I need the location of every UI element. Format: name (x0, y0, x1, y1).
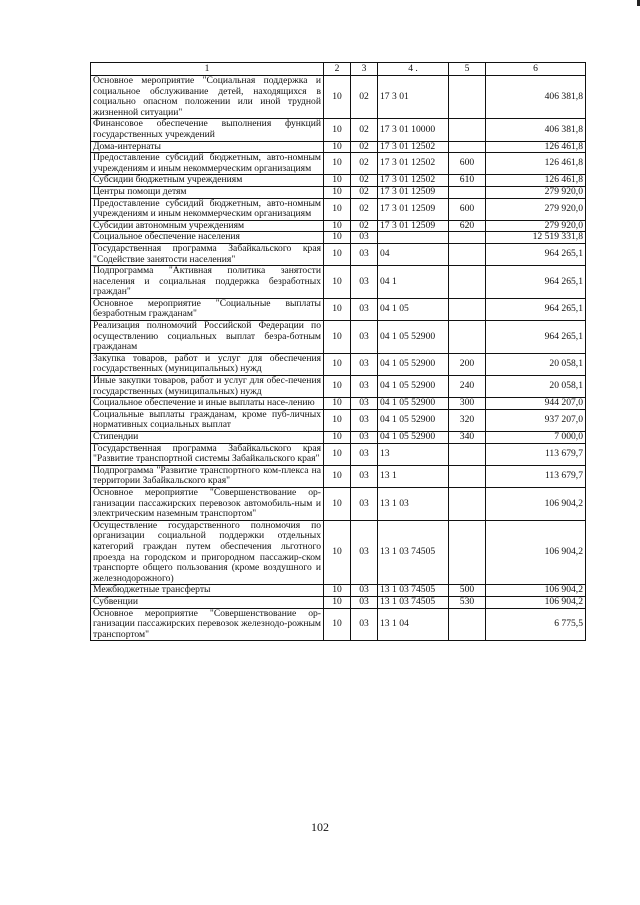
row-amount-cell: 126 461,8 (486, 175, 586, 187)
row-name-cell: Основное мероприятие "Социальная поддержка и социальное обслуживание детей, находящихся в социально опасном положении или иной трудной жизненной ситуации" (91, 76, 324, 119)
row-target-code-cell: 13 1 04 (378, 608, 449, 641)
row-amount-cell: 106 904,2 (486, 487, 586, 520)
row-amount-cell: 20 058,1 (486, 376, 586, 398)
row-target-code-cell: 13 (378, 443, 449, 465)
row-subsection-cell: 03 (351, 376, 378, 398)
row-expense-type-cell (449, 443, 486, 465)
row-expense-type-cell (449, 76, 486, 119)
row-subsection-cell: 03 (351, 243, 378, 265)
table-row (91, 443, 586, 465)
row-amount-cell: 964 265,1 (486, 266, 586, 299)
row-name-cell: Основное мероприятие "Совершенствование ор-ганизации пассажирских перевозок автомобиль-ным и электрическим наземным транспортом" (91, 487, 324, 520)
row-section-cell: 10 (324, 141, 351, 153)
row-amount-cell: 964 265,1 (486, 298, 586, 320)
row-target-code-cell: 13 1 03 74505 (378, 596, 449, 608)
row-section-cell: 10 (324, 76, 351, 119)
row-target-code-cell: 17 3 01 12502 (378, 175, 449, 187)
row-amount-cell: 113 679,7 (486, 443, 586, 465)
row-name-cell: Осуществление государственного полномочия по организации социальной поддержки отдельных категорий граждан путем обеспечения льготного проезда на городском и пригородном пассажир-ском транспорте общего пользования (кроме воздушного и железнодорожного) (91, 520, 324, 585)
row-target-code-cell: 17 3 01 12509 (378, 198, 449, 220)
row-subsection-cell: 03 (351, 608, 378, 641)
row-name-cell: Субсидии автономным учреждениям (91, 220, 324, 232)
row-name-cell: Финансовое обеспечение выполнения функций государственных учреждений (91, 119, 324, 141)
row-section-cell: 10 (324, 220, 351, 232)
row-name-cell: Стипендии (91, 432, 324, 444)
row-section-cell: 10 (324, 376, 351, 398)
row-section-cell: 10 (324, 398, 351, 410)
row-expense-type-cell (449, 186, 486, 198)
row-subsection-cell: 03 (351, 487, 378, 520)
row-expense-type-cell: 600 (449, 198, 486, 220)
table-row (91, 153, 586, 175)
row-expense-type-cell (449, 487, 486, 520)
row-amount-cell: 937 207,0 (486, 409, 586, 431)
row-name-cell: Социальное обеспечение и иные выплаты насе-лению (91, 398, 324, 410)
row-amount-cell: 106 904,2 (486, 585, 586, 597)
row-subsection-cell: 03 (351, 465, 378, 487)
row-section-cell: 10 (324, 465, 351, 487)
table-row (91, 119, 586, 141)
row-section-cell: 10 (324, 596, 351, 608)
table-row (91, 432, 586, 444)
row-expense-type-cell: 200 (449, 353, 486, 375)
row-section-cell: 10 (324, 198, 351, 220)
row-target-code-cell: 13 1 (378, 465, 449, 487)
row-expense-type-cell (449, 520, 486, 585)
header-row (91, 63, 586, 76)
row-expense-type-cell: 610 (449, 175, 486, 187)
table-row (91, 220, 586, 232)
row-subsection-cell: 03 (351, 596, 378, 608)
row-amount-cell: 106 904,2 (486, 596, 586, 608)
row-name-cell: Основное мероприятие "Совершенствование ор-ганизации пассажирских перевозок железнодо-рожным транспортом" (91, 608, 324, 641)
row-subsection-cell: 02 (351, 119, 378, 141)
row-section-cell: 10 (324, 585, 351, 597)
header-cell-amount: 6 (486, 63, 586, 76)
table-row (91, 487, 586, 520)
row-name-cell: Закупка товаров, работ и услуг для обеспечения государственных (муниципальных) нужд (91, 353, 324, 375)
row-target-code-cell (378, 232, 449, 244)
row-expense-type-cell: 500 (449, 585, 486, 597)
table-row (91, 232, 586, 244)
row-amount-cell: 406 381,8 (486, 76, 586, 119)
row-expense-type-cell: 300 (449, 398, 486, 410)
row-subsection-cell: 02 (351, 220, 378, 232)
row-name-cell: Подпрограмма "Активная политика занятости населения и социальная поддержка безработных граждан" (91, 266, 324, 299)
row-expense-type-cell (449, 321, 486, 354)
header-cell-expense-type: 5 (449, 63, 486, 76)
table-row (91, 298, 586, 320)
table-row (91, 321, 586, 354)
page-number: 102 (311, 820, 329, 834)
row-subsection-cell: 03 (351, 520, 378, 585)
row-target-code-cell: 17 3 01 12509 (378, 220, 449, 232)
row-name-cell: Предоставление субсидий бюджетным, авто-номным учреждениям и иным некоммерческим организациям (91, 153, 324, 175)
row-subsection-cell: 03 (351, 232, 378, 244)
row-section-cell: 10 (324, 432, 351, 444)
row-section-cell: 10 (324, 487, 351, 520)
row-section-cell: 10 (324, 232, 351, 244)
table-row (91, 520, 586, 585)
row-section-cell: 10 (324, 153, 351, 175)
row-name-cell: Социальные выплаты гражданам, кроме пуб-личных нормативных социальных выплат (91, 409, 324, 431)
row-target-code-cell: 04 1 05 52900 (378, 409, 449, 431)
row-amount-cell: 12 519 331,8 (486, 232, 586, 244)
row-amount-cell: 6 775,5 (486, 608, 586, 641)
table-row (91, 76, 586, 119)
table-row (91, 585, 586, 597)
table-row (91, 409, 586, 431)
row-target-code-cell: 13 1 03 (378, 487, 449, 520)
header-cell-section: 2 (324, 63, 351, 76)
row-amount-cell: 406 381,8 (486, 119, 586, 141)
row-section-cell: 10 (324, 186, 351, 198)
row-subsection-cell: 02 (351, 175, 378, 187)
row-name-cell: Государственная программа Забайкальского края "Содействие занятости населения" (91, 243, 324, 265)
row-amount-cell: 964 265,1 (486, 321, 586, 354)
row-expense-type-cell (449, 141, 486, 153)
row-target-code-cell: 17 3 01 12509 (378, 186, 449, 198)
row-name-cell: Предоставление субсидий бюджетным, авто-номным учреждениям и иным некоммерческим организациям (91, 198, 324, 220)
row-target-code-cell: 13 1 03 74505 (378, 585, 449, 597)
row-target-code-cell: 04 (378, 243, 449, 265)
row-amount-cell: 964 265,1 (486, 243, 586, 265)
row-section-cell: 10 (324, 298, 351, 320)
row-subsection-cell: 03 (351, 409, 378, 431)
row-name-cell: Иные закупки товаров, работ и услуг для обес-печения государственных (муниципальных) нужд (91, 376, 324, 398)
row-amount-cell: 126 461,8 (486, 141, 586, 153)
row-expense-type-cell: 240 (449, 376, 486, 398)
row-section-cell: 10 (324, 409, 351, 431)
row-subsection-cell: 03 (351, 585, 378, 597)
table-row (91, 186, 586, 198)
header-cell-name: 1 (91, 63, 324, 76)
row-subsection-cell: 03 (351, 398, 378, 410)
row-expense-type-cell: 620 (449, 220, 486, 232)
row-amount-cell: 279 920,0 (486, 186, 586, 198)
row-section-cell: 10 (324, 608, 351, 641)
row-target-code-cell: 17 3 01 (378, 76, 449, 119)
row-expense-type-cell (449, 298, 486, 320)
row-name-cell: Центры помощи детям (91, 186, 324, 198)
table-row (91, 398, 586, 410)
row-subsection-cell: 03 (351, 266, 378, 299)
table-body (91, 76, 586, 641)
row-subsection-cell: 03 (351, 443, 378, 465)
header-cell-subsection: 3 (351, 63, 378, 76)
row-target-code-cell: 04 1 05 52900 (378, 376, 449, 398)
row-subsection-cell: 03 (351, 432, 378, 444)
row-name-cell: Реализация полномочий Российской Федерации по осуществлению социальных выплат безра-ботным гражданам (91, 321, 324, 354)
row-subsection-cell: 02 (351, 76, 378, 119)
row-expense-type-cell (449, 243, 486, 265)
table-row (91, 175, 586, 187)
header-cell-target-code: 4 . (378, 63, 449, 76)
row-amount-cell: 7 000,0 (486, 432, 586, 444)
row-target-code-cell: 17 3 01 12502 (378, 141, 449, 153)
row-amount-cell: 106 904,2 (486, 520, 586, 585)
row-name-cell: Основное мероприятие "Социальные выплаты безработным гражданам" (91, 298, 324, 320)
table-row (91, 596, 586, 608)
row-expense-type-cell (449, 232, 486, 244)
table-row (91, 353, 586, 375)
row-target-code-cell: 17 3 01 12502 (378, 153, 449, 175)
row-subsection-cell: 02 (351, 153, 378, 175)
row-name-cell: Субсидии бюджетным учреждениям (91, 175, 324, 187)
row-section-cell: 10 (324, 353, 351, 375)
row-name-cell: Субвенции (91, 596, 324, 608)
row-subsection-cell: 02 (351, 186, 378, 198)
row-expense-type-cell: 530 (449, 596, 486, 608)
row-name-cell: Межбюджетные трансферты (91, 585, 324, 597)
row-expense-type-cell (449, 465, 486, 487)
row-name-cell: Подпрограмма "Развитие транспортного ком-плекса на территории Забайкальского края" (91, 465, 324, 487)
row-amount-cell: 113 679,7 (486, 465, 586, 487)
table-row (91, 465, 586, 487)
row-subsection-cell: 03 (351, 353, 378, 375)
row-subsection-cell: 03 (351, 321, 378, 354)
row-expense-type-cell (449, 266, 486, 299)
row-expense-type-cell: 320 (449, 409, 486, 431)
row-section-cell: 10 (324, 243, 351, 265)
table-row (91, 376, 586, 398)
row-target-code-cell: 17 3 01 10000 (378, 119, 449, 141)
row-amount-cell: 20 058,1 (486, 353, 586, 375)
row-section-cell: 10 (324, 175, 351, 187)
row-expense-type-cell (449, 119, 486, 141)
row-target-code-cell: 04 1 05 (378, 298, 449, 320)
row-subsection-cell: 02 (351, 141, 378, 153)
table-row (91, 266, 586, 299)
row-section-cell: 10 (324, 266, 351, 299)
row-name-cell: Дома-интернаты (91, 141, 324, 153)
row-amount-cell: 944 207,0 (486, 398, 586, 410)
table-row (91, 198, 586, 220)
row-target-code-cell: 04 1 05 52900 (378, 321, 449, 354)
row-section-cell: 10 (324, 119, 351, 141)
row-target-code-cell: 04 1 05 52900 (378, 432, 449, 444)
table-row (91, 141, 586, 153)
row-target-code-cell: 13 1 03 74505 (378, 520, 449, 585)
row-expense-type-cell (449, 608, 486, 641)
table-row (91, 243, 586, 265)
row-amount-cell: 126 461,8 (486, 153, 586, 175)
row-name-cell: Социальное обеспечение населения (91, 232, 324, 244)
row-target-code-cell: 04 1 (378, 266, 449, 299)
row-expense-type-cell: 600 (449, 153, 486, 175)
row-target-code-cell: 04 1 05 52900 (378, 353, 449, 375)
row-section-cell: 10 (324, 321, 351, 354)
row-expense-type-cell: 340 (449, 432, 486, 444)
table-row (91, 608, 586, 641)
row-target-code-cell: 04 1 05 52900 (378, 398, 449, 410)
row-subsection-cell: 02 (351, 198, 378, 220)
row-subsection-cell: 03 (351, 298, 378, 320)
row-section-cell: 10 (324, 520, 351, 585)
row-section-cell: 10 (324, 443, 351, 465)
budget-table (90, 62, 586, 641)
row-name-cell: Государственная программа Забайкальского края "Развитие транспортной системы Забайкальского края" (91, 443, 324, 465)
row-amount-cell: 279 920,0 (486, 220, 586, 232)
row-amount-cell: 279 920,0 (486, 198, 586, 220)
